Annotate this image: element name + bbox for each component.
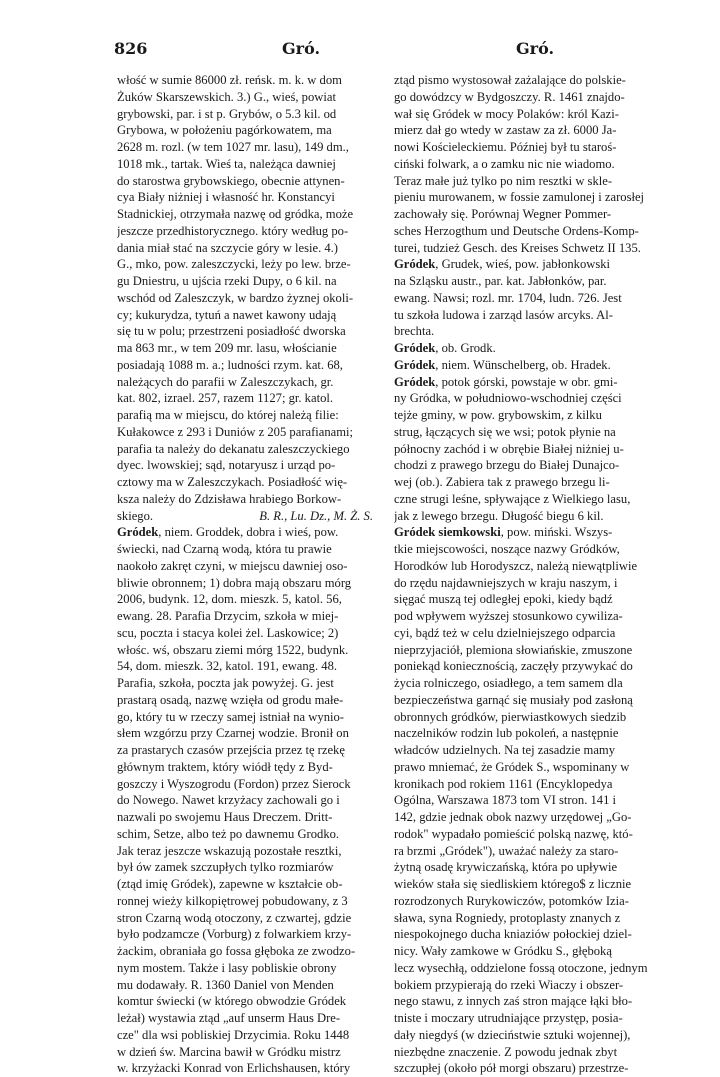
text-line: Gródek, ob. Grodk. <box>394 341 496 355</box>
text-line: sława, syna Rogniedy, protoplasty znanych z <box>394 910 621 925</box>
text-line: ewang. Nawsi; rozl. mr. 1704, ludn. 726. Jest <box>394 290 622 305</box>
text-line: 54, dom. mieszk. 32, katol. 191, ewang. 48. <box>117 659 338 674</box>
text-line: mierz dał go wtedy w zastaw za zł. 6000 Ja- <box>394 123 617 138</box>
text-line: głównym traktem, który wiódł tędy z Byd- <box>117 759 333 774</box>
text-line: rozrodzonych Rurykowiczów, potomków Izia- <box>394 893 629 908</box>
text-line: naczelników rodzin lub pokoleń, a następnie <box>394 726 619 741</box>
text-line: do rzędu najdawniejszych w kraju naszym, i <box>394 575 618 590</box>
text-line: Żuków Skarszewskich. 3.) G., wieś, powiat <box>117 89 336 104</box>
right-column-entries <box>394 72 673 1077</box>
text-line: rodok" wypadało pomieścić polską nazwę, któ- <box>394 826 633 841</box>
text-line: się tu w polu; przestrzeni posiadłość dworska <box>117 324 346 339</box>
text-line: niespokojnego ducha kniaziów połockiej dziel- <box>394 927 632 942</box>
text-line: życia rolniczego, osiadłego, a tem samem dla <box>394 676 623 690</box>
text-line: go, który tu w rzeczy samej istniał na wynio- <box>117 709 344 724</box>
text-line: do Nowego. Nawet krzyżacy zachowali go i <box>117 793 340 808</box>
text-line: bokiem przypierają do rzeki Wiaczy i obszer- <box>394 977 624 992</box>
text-line: brechta. <box>394 324 435 339</box>
left-running-head: Gró. <box>282 39 321 58</box>
left-column <box>117 72 385 1077</box>
text-line: ra brzmi „Gródek"), uważać należy za staro- <box>394 843 619 858</box>
text-line: kat. 802, izrael. 257, razem 1127; gr. katol. <box>117 391 334 406</box>
text-line: Gródek, Grudek, wieś, pow. jabłonkowski <box>394 257 611 272</box>
text-line: w dzień św. Marcina bawił w Gródku mistrz <box>117 1044 341 1059</box>
text-line: tkie miejscowości, noszące nazwy Gródków, <box>394 542 620 556</box>
text-line: pod wpływem wyższej stosunkowo cywiliza- <box>394 609 623 623</box>
text-line: jeszcze przedhistorycznego. który według po- <box>117 223 349 238</box>
text-line: Stadnickiej, otrzymała nazwę od gródka, może <box>117 207 354 221</box>
signature-line-text: skiego. <box>117 508 154 523</box>
text-line: sches Herzogthum und Deutsche Ordens-Komp- <box>394 223 639 238</box>
text-line: Ogólna, Warszawa 1873 tom VI stron. 141 i <box>394 793 617 808</box>
text-line: parafia ta należy do dekanatu zaleszczyckiego <box>117 441 350 456</box>
text-line: ztąd pismo wystosował zażalające do polskie- <box>394 73 626 87</box>
text-line: zachowały się. Porównaj Wegner Pommer- <box>394 207 612 221</box>
text-line: naokoło zakręt czyni, w miejscu dawniej oso- <box>117 558 348 573</box>
text-line: 1018 mk., tartak. Wieś ta, należąca dawniej <box>117 156 336 171</box>
text-line: Gródek, niem. Groddek, dobra i wieś, pow. <box>117 525 339 540</box>
text-line: scu, poczta i stacya kolei żel. Laskowice; 2) <box>117 625 339 640</box>
text-line: nicy. Wały zamkowe w Gródku S., głęboką <box>394 944 612 958</box>
text-line: Gródek siemkowski, pow. miński. Wszys- <box>394 525 613 540</box>
left-column-entries <box>117 72 385 508</box>
text-line: słem wzgórzu przy Czarnej wodzie. Bronił on <box>117 726 349 741</box>
text-line: 142, gdzie jednak obok nazwy urzędowej „Go- <box>394 810 632 824</box>
text-line: czne strugi leśne, spływające z Wielkiego lasu, <box>394 491 631 506</box>
text-line: lecz wysechłą, oddzielone fossą otoczone, jednym <box>394 960 648 975</box>
text-line: schim, Setze, albo też po dawnemu Grodko. <box>117 826 340 841</box>
text-line: było podzamcze (Vorburg) z folwarkiem krzy- <box>117 927 352 942</box>
right-running-head: Gró. <box>516 39 555 58</box>
text-line: Gródek, potok górski, powstaje w obr. gmi- <box>394 374 618 389</box>
text-line: grybowski, par. i st p. Grybów, o 5.3 kil. od <box>117 106 337 121</box>
text-line: cy; kukurydza, tytuń a nawet kawony udają <box>117 307 337 322</box>
text-line: gu Dniestru, u ujścia rzeki Dupy, o 6 kil. na <box>117 274 337 288</box>
text-line: nazwali po swojemu Haus Dreczem. Dritt- <box>117 810 333 824</box>
text-line: Grybowa, w położeniu pagórkowatem, ma <box>117 123 332 138</box>
text-line: komtur świecki (w którego obwodzie Gródek <box>117 994 347 1009</box>
text-line: kronikach pod rokiem 1161 (Encyklopedya <box>394 776 613 791</box>
text-line: Horodków lub Horodyszcz, należą niewątpliwie <box>394 558 638 573</box>
text-line: nego stawu, z innych zaś stron mające łąki bło- <box>394 994 633 1009</box>
text-line: dania miał stać na szczycie góry w lesie. 4.) <box>117 240 338 255</box>
text-line: ma 863 mr., w tem 209 mr. lasu, włościanie <box>117 341 337 355</box>
text-line: turei, tudzież Gesch. des Kreises Schwetz II 135. <box>394 240 641 255</box>
text-line: obronnych gródków, pierwiastkowych siedzib <box>394 709 627 724</box>
text-line: władców udzielnych. Na tej zasadzie mamy <box>394 743 615 757</box>
text-line: bezpieczeństwa garnąć się musiały pod zasłoną <box>394 692 633 707</box>
text-line: dyec. lwowskiej; sąd, notaryusz i urząd po- <box>117 458 336 473</box>
text-line: nowi Kościeleckiemu. Później był tu staroś- <box>394 140 617 154</box>
text-line: chodzi z prawego brzegu do Białej Dunajco- <box>394 458 620 473</box>
text-line: cyi, bądź też w celu dzielniejszego odparcia <box>394 625 616 640</box>
text-line: ksza należy do Zdzisława hrabiego Borkow- <box>117 491 342 506</box>
text-line: nym mostem. Także i lasy pobliskie obrony <box>117 960 337 975</box>
text-line: prastarą osadą, nazwę wzięła od grodu małe- <box>117 692 344 707</box>
right-column <box>394 72 673 1077</box>
text-line: goszczy i Wyszogrodu (Fordon) przez Sierock <box>117 776 351 791</box>
text-line: na Szląsku austr., par. kat. Jabłonków, par. <box>394 274 607 288</box>
text-line: 2628 m. rozl. (w tem 1027 mr. lasu), 149 dm., <box>117 140 349 154</box>
text-line: północny zachód i w obrębie Białej niżniej u- <box>394 441 624 456</box>
text-line: do starostwa grybowskiego, obecnie attynen- <box>117 173 345 188</box>
text-line: jak z lewego brzegu. Długość biegu 6 kil. <box>394 508 604 523</box>
text-line: mu dodawały. R. 1360 Daniel von Menden <box>117 977 334 992</box>
text-line: cya Biały niżniej i własność hr. Konstancyi <box>117 190 335 205</box>
text-line: dały niegdyś (w dzieciństwie sztuki wojennej), <box>394 1027 631 1042</box>
text-line: wieków stała się siedliskiem którego$ z licznie <box>394 877 632 891</box>
text-line: parafią ma w miejscu, do której należą filie: <box>117 408 339 422</box>
text-line: bliwie obronnem; 1) dobra mają obszaru mórg <box>117 575 352 590</box>
text-line: cze" dla wsi pobliskiej Drzycimia. Roku 1448 <box>117 1027 350 1042</box>
text-line: go dowódzcy w Bydgoszczy. R. 1461 znajdo- <box>394 89 625 104</box>
text-line: należących do parafii w Zaleszczykach, gr. <box>117 374 334 389</box>
text-line: Parafia, szkoła, poczta jak powyżej. G. jest <box>117 676 334 690</box>
text-line: był ów zamek szczupłych tylko rozmiarów <box>117 860 334 875</box>
text-line: żackim, obraniała go fossa głęboka ze zwodzo- <box>117 944 356 958</box>
text-line: Gródek, niem. Wünschelberg, ob. Hradek. <box>394 357 611 372</box>
text-line: włość w sumie 86000 zł. reńsk. m. k. w dom <box>117 73 342 87</box>
text-line: Kułakowce z 293 i Duniów z 205 parafianami; <box>117 424 354 439</box>
text-line: 2006, budynk. 12, dom. mieszk. 5, katol. 56, <box>117 592 342 607</box>
text-line: niezbędne znaczenie. Z powodu jednak zbyt <box>394 1044 618 1059</box>
text-line: poniekąd koniecznością, zaczęły przywykać do <box>394 659 633 674</box>
text-line: prawo mniemać, że Gródek S., wspominany w <box>394 759 630 774</box>
text-line: nieprzyjaciół, plemiona słowiańskie, zmuszone <box>394 642 633 657</box>
text-line: posiadają 1088 m. a.; ludności rzym. kat. 68, <box>117 357 343 372</box>
text-line: ewang. 28. Parafia Drzycim, szkoła w miej- <box>117 609 339 623</box>
text-line: Jak teraz jeszcze wskazują pozostałe resztki, <box>117 843 342 858</box>
text-line: Teraz małe już tylko po nim resztki w skle- <box>394 173 613 188</box>
text-line: w. krzyżacki Konrad von Erlichshausen, który <box>117 1061 351 1076</box>
text-line: żytną osadę krywiczańską, która po upływie <box>394 860 618 875</box>
text-line: G., mko, pow. zaleszczycki, leży po lew. brze- <box>117 257 351 272</box>
text-line: wej (ob.). Zabiera tak z prawego brzegu li- <box>394 475 610 489</box>
page-number: 826 <box>114 39 148 58</box>
text-line: ciński folwark, a o zamku nic nie wiadomo. <box>394 156 615 171</box>
text-line: ny Gródka, w południowo-wschodniej części <box>394 391 622 406</box>
text-line: stron Czarną wodą otoczony, z czwartej, gdzie <box>117 910 352 925</box>
text-line: tejże gminy, w pow. grybowskim, z kilku <box>394 408 602 422</box>
text-line: szczupłej (około pół morgi obszaru) przestrze- <box>394 1061 629 1076</box>
text-line: ronnej wieży kilkopiętrowej pobudowany, z 3 <box>117 893 348 908</box>
text-line: (ztąd imię Gródek), zapewne w kształcie ob- <box>117 877 343 891</box>
text-line: włośc. wś, obszaru ziemi mórg 1522, budynk. <box>117 642 349 657</box>
text-line: pieniu murowanem, w fossie zamulonej i zarosłej <box>394 190 645 205</box>
text-line: leżał) wystawia ztąd „auf unserm Haus Dre- <box>117 1011 341 1025</box>
left-column-entries-2 <box>117 524 385 1077</box>
text-line: cztowy ma w Zaleszczykach. Posiadłość wię- <box>117 475 348 489</box>
signature-line <box>117 508 385 525</box>
text-line: wschód od Zaleszczyk, w bardzo żyznej okoli- <box>117 290 354 305</box>
text-line: wał się Gródek w mocy Polaków: król Kazi- <box>394 106 619 121</box>
text-line: tniste i moczary utrudniające przystęp, posia- <box>394 1011 623 1025</box>
text-line: tu szkoła ludowa i zarząd lasów arcyks. Al- <box>394 307 613 322</box>
text-line: świecki, nad Czarną wodą, która tu prawie <box>117 542 332 556</box>
author-signature: B. R., Lu. Dz., M. Ż. S. <box>259 508 373 523</box>
text-line: za prastarych czasów przejścia przez tę rzekę <box>117 743 345 757</box>
text-line: strug, łączących się we wsi; potok płynie na <box>394 424 616 439</box>
text-line: sięgać muszą tej odległej epoki, kiedy bądź <box>394 592 613 607</box>
